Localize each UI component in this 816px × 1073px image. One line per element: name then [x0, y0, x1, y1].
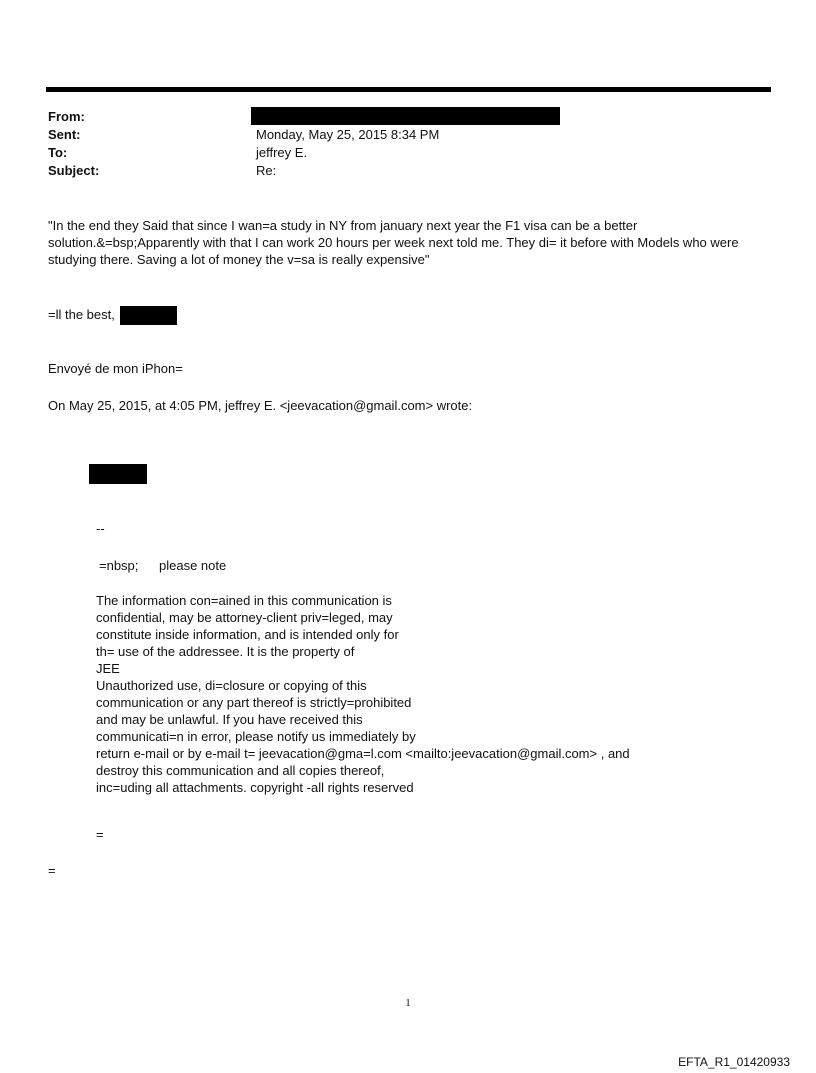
disclaimer-line: inc=uding all attachments. copyright -all rights reserved [96, 780, 414, 795]
subject-label: Subject: [48, 163, 100, 178]
to-value: jeffrey E. [256, 145, 308, 160]
disclaimer-line: return e-mail or by e-mail t= jeevacation@gma=l.com <mailto:jeevacation@gmail.com> , and [96, 746, 630, 761]
redacted-sender [251, 107, 560, 125]
redacted-quoted-name [89, 464, 147, 484]
header-rule [46, 87, 771, 92]
please-note: please note [159, 558, 227, 573]
redacted-signature [120, 306, 177, 325]
page-number: 1 [405, 997, 411, 1009]
signoff: =ll the best, [48, 307, 115, 322]
disclaimer-line: communicati=n in error, please notify us immediately by [96, 729, 416, 744]
sent-from-line: Envoyé de mon iPhon= [48, 361, 183, 376]
disclaimer-line: Unauthorized use, di=closure or copying of this [96, 678, 367, 693]
confidentiality-disclaimer [96, 592, 696, 796]
message-end-marker: = [48, 863, 56, 878]
disclaimer-line: th= use of the addressee. It is the property of [96, 644, 355, 659]
disclaimer-line: communication or any part thereof is strictly=prohibited [96, 695, 412, 710]
nbsp-marker: =nbsp; [99, 558, 139, 573]
signature-dashes: -- [96, 521, 105, 536]
from-label: From: [48, 109, 85, 124]
subject-value: Re: [256, 163, 277, 178]
sent-label: Sent: [48, 127, 81, 142]
disclaimer-line: confidential, may be attorney-client priv=leged, may [96, 610, 393, 625]
document-id: EFTA_R1_01420933 [678, 1055, 790, 1069]
disclaimer-line: and may be unlawful. If you have received this [96, 712, 363, 727]
disclaimer-line: The information con=ained in this communication is [96, 593, 392, 608]
disclaimer-line: JEE [96, 661, 120, 676]
message-paragraph: "In the end they Said that since I wan=a study in NY from january next year the F1 visa can be a better solution.&=bsp;Apparently with that I can work 20 hours per week next told me. They di= it before with Models who were studying there. Saving a lot of money the v=sa is really expensive" [48, 218, 739, 267]
to-label: To: [48, 145, 68, 160]
quote-intro: On May 25, 2015, at 4:05 PM, jeffrey E. <jeevacation@gmail.com> wrote: [48, 398, 473, 413]
quoted-end-marker: = [96, 827, 104, 842]
sent-value: Monday, May 25, 2015 8:34 PM [256, 127, 440, 142]
disclaimer-line: destroy this communication and all copies thereof, [96, 763, 385, 778]
disclaimer-line: constitute inside information, and is intended only for [96, 627, 399, 642]
